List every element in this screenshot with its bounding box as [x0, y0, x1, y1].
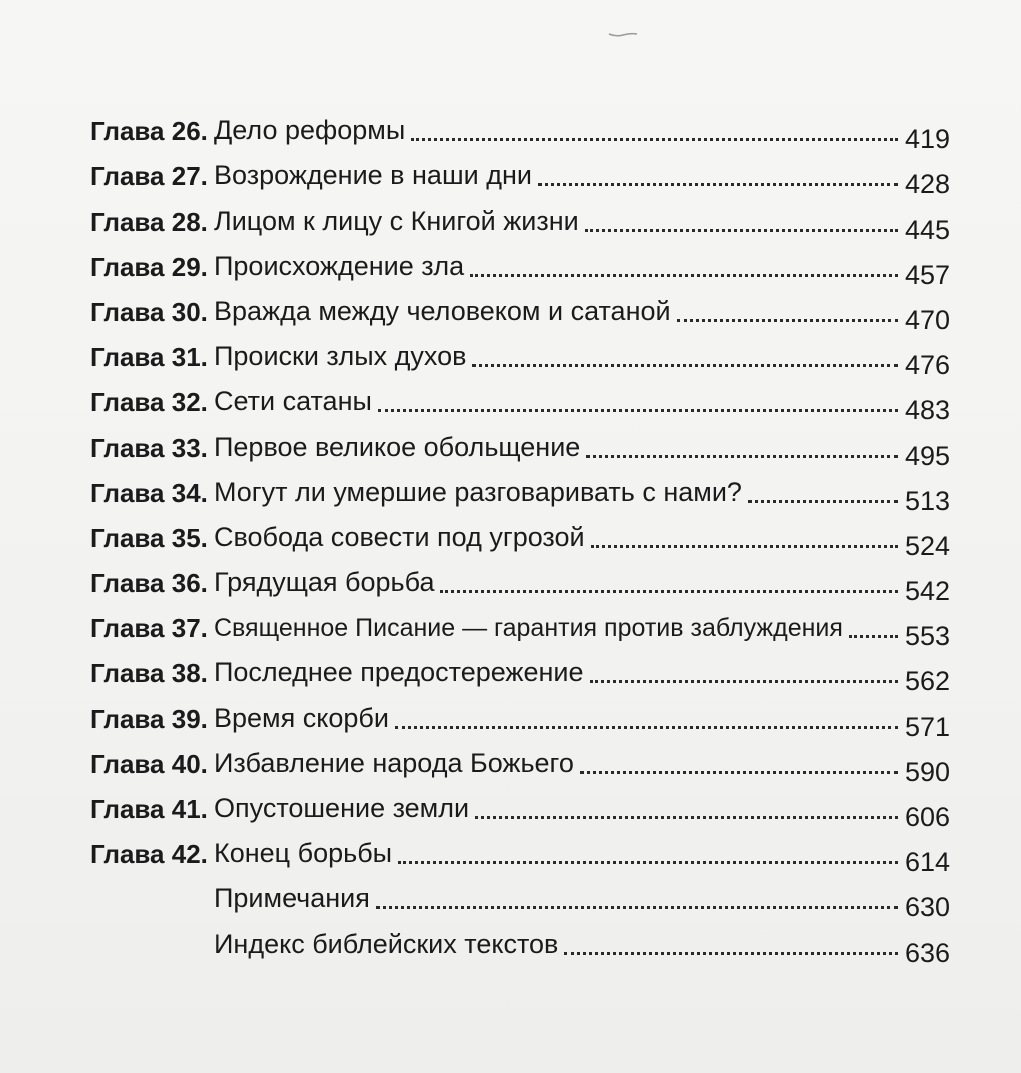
dot-leader: [538, 183, 898, 186]
page-number: 606: [904, 802, 950, 832]
dot-leader: [580, 771, 898, 774]
toc-row: [90, 921, 950, 966]
print-mark-icon: [608, 32, 638, 38]
page-number: 476: [904, 350, 950, 381]
chapter-number: Глава 34.: [90, 477, 208, 508]
toc-row: [90, 470, 950, 515]
page-number: 553: [904, 621, 950, 652]
page-number: 562: [904, 666, 950, 697]
page-number: 495: [904, 440, 950, 471]
dot-leader: [849, 635, 898, 638]
toc-row: [90, 605, 950, 650]
chapter-title: Происхождение зла: [214, 250, 465, 281]
toc-row: [90, 786, 950, 831]
chapter-number: Глава 27.: [90, 161, 208, 192]
dot-leader: [585, 229, 898, 232]
toc-row: [90, 108, 950, 153]
page-number: 614: [904, 847, 950, 878]
chapter-title: Происки злых духов: [214, 341, 467, 372]
dot-leader: [748, 500, 898, 503]
toc-row: [90, 289, 950, 334]
dot-leader: [411, 138, 898, 141]
chapter-number: Глава 37.: [90, 613, 208, 644]
chapter-number: Глава 41.: [90, 794, 208, 824]
chapter-title: Дело реформы: [214, 115, 406, 146]
chapter-number: Глава 26.: [90, 116, 208, 147]
toc-row: [90, 695, 950, 740]
chapter-title: Свобода совести под угрозой: [214, 521, 585, 552]
chapter-number: Глава 40.: [90, 748, 208, 779]
chapter-title: Вражда между человеком и сатаной: [214, 295, 671, 326]
toc-row: [90, 424, 950, 469]
dot-leader: [440, 590, 898, 593]
dot-leader: [475, 816, 898, 819]
page-number: 590: [904, 756, 950, 787]
table-of-contents: [90, 108, 950, 967]
chapter-title: Могут ли умершие разговаривать с нами?: [214, 476, 742, 507]
chapter-title: Священное Писание — гарантия против заблуждения: [214, 614, 843, 643]
dot-leader: [677, 319, 898, 322]
chapter-number: Глава 31.: [90, 342, 208, 373]
chapter-number: Глава 42.: [90, 839, 208, 870]
toc-row: [90, 650, 950, 695]
chapter-title: Грядущая борьба: [214, 567, 435, 598]
chapter-number: Глава 33.: [90, 432, 208, 463]
toc-row: [90, 831, 950, 876]
chapter-title: Последнее предостережение: [214, 657, 584, 688]
chapter-number: Глава 38.: [90, 658, 208, 689]
page-number: 419: [904, 124, 950, 155]
chapter-title: Лицом к лицу с Книгой жизни: [214, 205, 579, 236]
toc-row: [90, 153, 950, 198]
toc-row: [90, 560, 950, 605]
page-number: 428: [904, 169, 950, 200]
toc-row: [90, 515, 950, 560]
chapter-number: Глава 39.: [90, 703, 208, 734]
page-number: 470: [904, 304, 950, 335]
toc-row: [90, 244, 950, 289]
page-number: 542: [904, 576, 950, 607]
chapter-title: Первое великое обольщение: [214, 431, 581, 462]
chapter-number: Глава 29.: [90, 251, 208, 282]
chapter-title: Избавление народа Божьего: [214, 747, 574, 778]
dot-leader: [395, 726, 898, 729]
dot-leader: [398, 861, 898, 864]
page-number: 630: [904, 892, 950, 923]
page-number: 524: [904, 530, 950, 561]
chapter-number: Глава 28.: [90, 206, 208, 237]
dot-leader: [564, 952, 898, 955]
dot-leader: [591, 545, 898, 548]
page-number: 571: [904, 711, 950, 742]
toc-row: [90, 198, 950, 243]
chapter-title: Конец борьбы: [214, 838, 393, 869]
chapter-number: Глава 32.: [90, 387, 208, 418]
chapter-number: Глава 30.: [90, 296, 208, 327]
dot-leader: [470, 274, 898, 277]
toc-row: [90, 334, 950, 379]
dot-leader: [472, 364, 898, 367]
chapter-title: Время скорби: [214, 702, 389, 733]
toc-row: [90, 741, 950, 786]
page-number: 636: [904, 937, 950, 968]
chapter-number: Глава 36.: [90, 568, 208, 599]
page-number: 483: [904, 395, 950, 426]
chapter-title: Опустошение земли: [214, 793, 470, 823]
toc-row: [90, 379, 950, 424]
dot-leader: [590, 680, 898, 683]
chapter-title: Сети сатаны: [214, 386, 372, 417]
dot-leader: [378, 409, 898, 412]
page-number: 513: [904, 485, 950, 516]
chapter-title: Возрождение в наши дни: [214, 160, 532, 191]
page-number: 445: [904, 214, 950, 245]
dot-leader: [586, 455, 898, 458]
toc-row: [90, 876, 950, 921]
chapter-number: Глава 35.: [90, 522, 208, 553]
section-title: Индекс библейских текстов: [214, 928, 559, 959]
section-title: Примечания: [214, 883, 370, 914]
dot-leader: [376, 906, 898, 909]
page-number: 457: [904, 259, 950, 290]
